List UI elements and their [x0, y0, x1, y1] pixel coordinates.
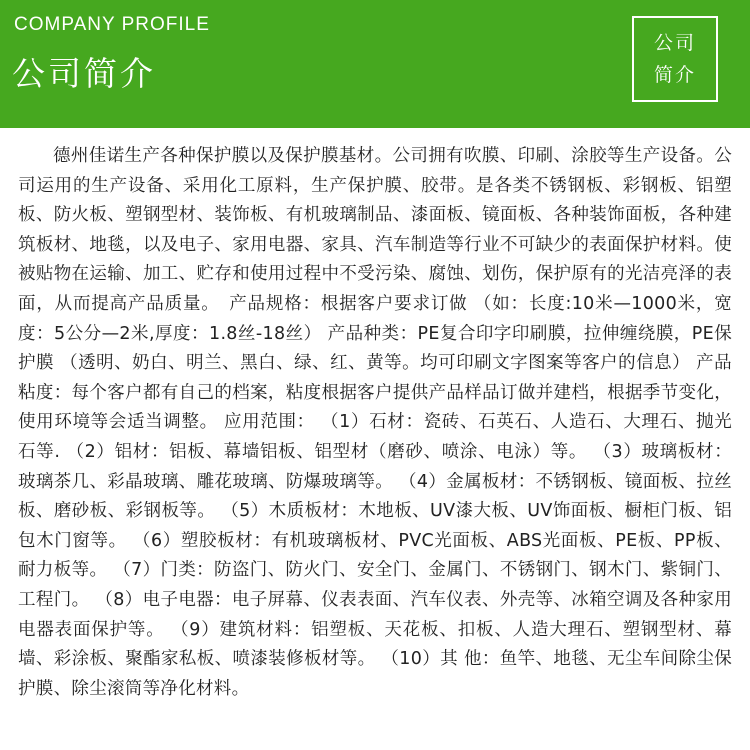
header-badge-line-2: 简介: [653, 64, 696, 86]
profile-content: [18, 142, 732, 704]
header-badge-text: [654, 27, 696, 91]
profile-paragraph: 德州佳诺生产各种保护膜以及保护膜基材。公司拥有吹膜、印刷、涂胶等生产设备。公司运用的生产设备、采用化工原料，生产保护膜、胶带。是各类不锈钢板、彩钢板、铝塑板、防火板、塑钢型材、装饰板、有机玻璃制品、漆面板、镜面板、各种装饰面板，各种建筑板材、地毯，以及电子、家用电器、家具、汽车制造等行业不可缺少的表面保护材料。使被贴物在运输、加工、贮存和使用过程中不受污染、腐蚀、划伤，保护原有的光洁亮泽的表面，从而提高产品质量。 产品规格：根据客户要求订做 （如：长度:10米—1000米，宽度：5公分—2米,厚度：1.8丝-18丝） 产品种类：PE复合印字印刷膜，拉伸缠绕膜，PE保护膜 （透明、奶白、明兰、黑白、绿、红、黄等。均可印刷文字图案等客户的信息） 产品粘度：每个客户都有自己的档案，粘度根据客户提供产品样品订做并建档，根据季节变化，使用环境等会适当调整。 应用范围： （1）石材：瓷砖、石英石、人造石、大理石、抛光石等. （2）铝材：铝板、幕墙铝板、铝型材（磨砂、喷涂、电泳）等。 （3）玻璃板材：玻璃茶几、彩晶玻璃、雕花玻璃、防爆玻璃等。 （4）金属板材：不锈钢板、镜面板、拉丝板、磨砂板、彩钢板等。 （5）木质板材：木地板、UV漆大板、UV饰面板、橱柜门板、铝包木门窗等。 （6）塑胶板材：有机玻璃板材、PVC光面板、ABS光面板、PE板、PP板、耐力板等。 （7）门类：防盗门、防火门、安全门、金属门、不锈钢门、钢木门、紫铜门、工程门。 （8）电子电器：电子屏幕、仪表表面、汽车仪表、外壳等、冰箱空调及各种家用电器表面保护等。 （9）建筑材料：铝塑板、天花板、扣板、人造大理石、塑钢型材、幕墙、彩涂板、聚酯家私板、喷漆装修板材等。 （10）其 他：鱼竿、地毯、无尘车间除尘保护膜、除尘滚筒等净化材料。: [18, 146, 732, 699]
header-title-cn: 公司简介: [12, 54, 156, 93]
header-title-en: COMPANY PROFILE: [14, 14, 210, 35]
header-badge-line-1: 公司: [653, 32, 696, 54]
header-banner: [0, 0, 750, 128]
header-badge-box: [632, 16, 718, 102]
